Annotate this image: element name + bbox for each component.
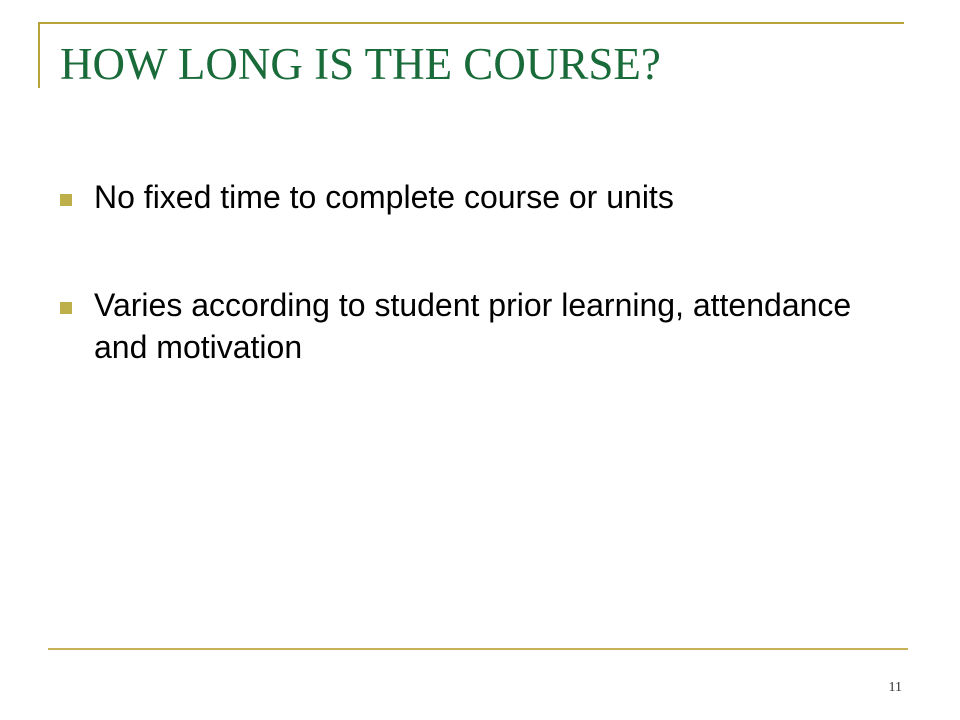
square-bullet-icon — [60, 302, 72, 314]
page-number: 11 — [888, 680, 902, 695]
bullet-text: Varies according to student prior learning, attendance and motivation — [94, 287, 852, 365]
slide-title: HOW LONG IS THE COURSE? — [60, 39, 661, 89]
bullet-list — [60, 176, 880, 368]
bullet-item — [60, 284, 880, 368]
frame-left-rule — [38, 22, 40, 88]
footer-rule — [48, 648, 908, 650]
square-bullet-icon — [60, 194, 72, 206]
frame-top-rule — [38, 22, 904, 24]
bullet-item — [60, 176, 880, 218]
bullet-text: No fixed time to complete course or units — [94, 179, 674, 215]
